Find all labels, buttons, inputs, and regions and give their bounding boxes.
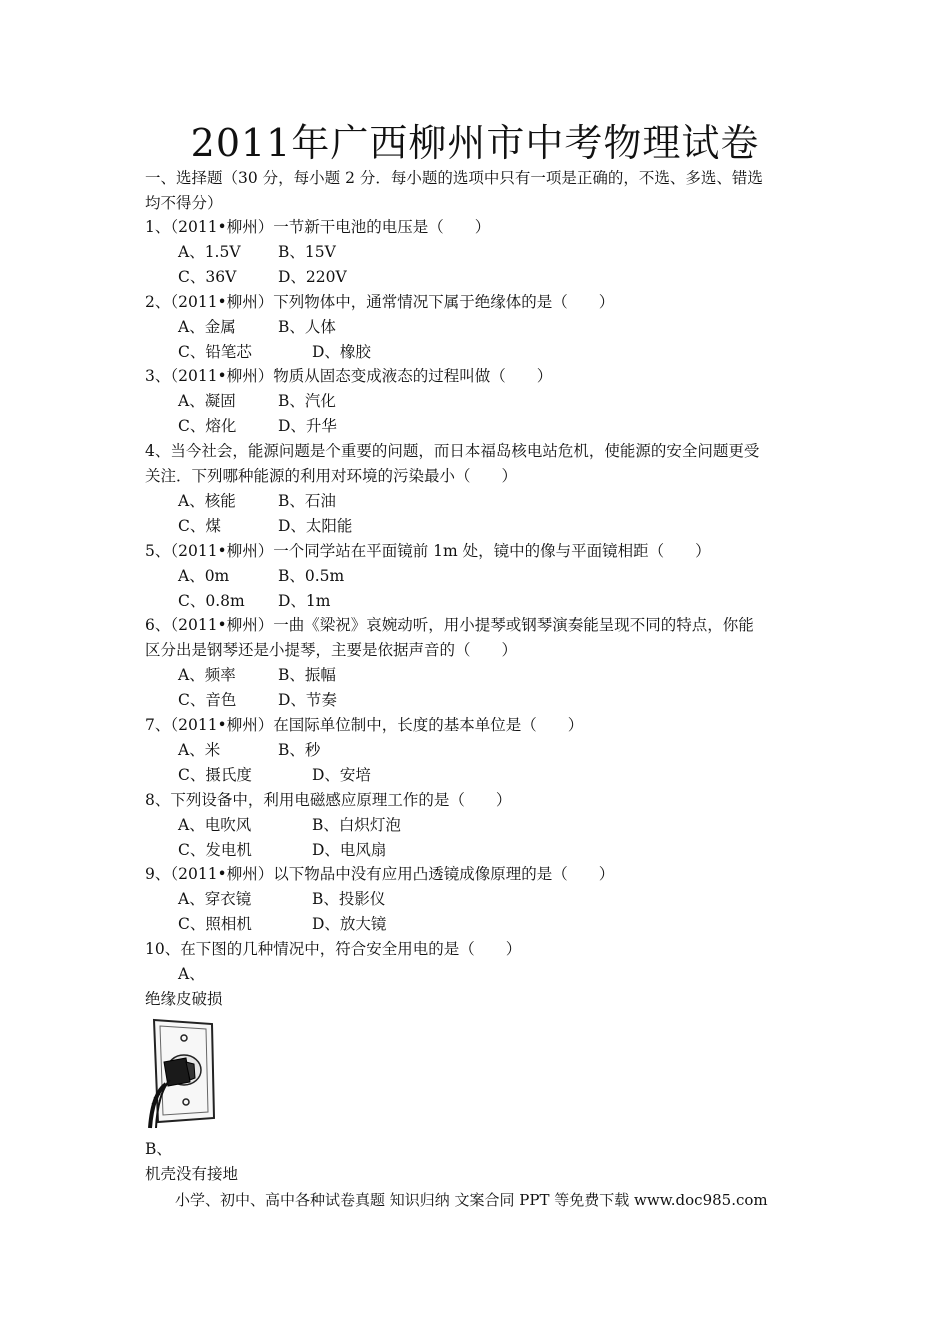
question-1-option-b: B、15V <box>278 243 336 261</box>
question-10-stem: 10、在下图的几种情况中，符合安全用电的是（ ） <box>145 940 522 958</box>
question-7-option-d: D、安培 <box>312 766 371 784</box>
question-10-caption-b: 机壳没有接地 <box>145 1165 239 1183</box>
question-6-option-b: B、振幅 <box>278 666 336 684</box>
question-9-option-a: A、穿衣镜 <box>178 890 252 908</box>
question-2-option-d: D、橡胶 <box>312 343 371 361</box>
question-2-option-a: A、金属 <box>178 318 236 336</box>
question-1-option-d: D、220V <box>278 268 347 286</box>
question-4-stem-line-2: 关注．下列哪种能源的利用对环境的污染最小（ ） <box>145 467 518 485</box>
question-4-option-b: B、石油 <box>278 492 336 510</box>
question-5-option-c: C、0.8m <box>178 592 245 610</box>
question-5-stem: 5、（2011•柳州）一个同学站在平面镜前 1m 处，镜中的像与平面镜相距（ ） <box>145 542 711 560</box>
question-9-stem: 9、（2011•柳州）以下物品中没有应用凸透镜成像原理的是（ ） <box>145 865 615 883</box>
page-footer: 小学、初中、高中各种试卷真题 知识归纳 文案合同 PPT 等免费下载 www.doc985.com <box>175 1191 768 1209</box>
question-5-option-d: D、1m <box>278 592 331 610</box>
question-8-option-b: B、白炽灯泡 <box>312 816 401 834</box>
question-8-option-c: C、发电机 <box>178 841 252 859</box>
question-6-option-c: C、音色 <box>178 691 237 709</box>
question-9-option-d: D、放大镜 <box>312 915 387 933</box>
question-10-option-b: B、 <box>145 1140 172 1158</box>
question-2-stem: 2、（2011•柳州）下列物体中，通常情况下属于绝缘体的是（ ） <box>145 293 615 311</box>
question-6-stem-line-2: 区分出是钢琴还是小提琴，主要是依据声音的（ ） <box>145 641 518 659</box>
question-7-option-a: A、米 <box>178 741 221 759</box>
question-9-option-b: B、投影仪 <box>312 890 386 908</box>
question-10-caption-a: 绝缘皮破损 <box>145 990 223 1008</box>
question-3-option-c: C、熔化 <box>178 417 237 435</box>
question-3-option-d: D、升华 <box>278 417 337 435</box>
broken-insulation-plug-illustration <box>140 1018 220 1130</box>
question-4-option-d: D、太阳能 <box>278 517 353 535</box>
question-3-option-a: A、凝固 <box>178 392 236 410</box>
question-8-option-a: A、电吹风 <box>178 816 252 834</box>
question-1-option-c: C、36V <box>178 268 237 286</box>
question-5-option-b: B、0.5m <box>278 567 345 585</box>
section-heading-line-2: 均不得分） <box>145 194 223 212</box>
question-7-option-c: C、摄氏度 <box>178 766 252 784</box>
question-10-option-a: A、 <box>178 965 205 983</box>
question-4-stem-line-1: 4、当今社会，能源问题是个重要的问题，而日本福岛核电站危机，使能源的安全问题更受 <box>145 442 760 460</box>
question-4-option-a: A、核能 <box>178 492 236 510</box>
page-title: 2011年广西柳州市中考物理试卷 <box>190 121 760 165</box>
question-6-option-a: A、频率 <box>178 666 236 684</box>
question-6-option-d: D、节奏 <box>278 691 337 709</box>
question-4-option-c: C、煤 <box>178 517 221 535</box>
question-2-option-c: C、铅笔芯 <box>178 343 252 361</box>
section-heading-line-1: 一、选择题（30 分，每小题 2 分．每小题的选项中只有一项是正确的，不选、多选、错选 <box>145 169 763 187</box>
question-8-option-d: D、电风扇 <box>312 841 387 859</box>
question-3-option-b: B、汽化 <box>278 392 336 410</box>
question-1-stem: 1、（2011•柳州）一节新干电池的电压是（ ） <box>145 218 491 236</box>
question-1-option-a: A、1.5V <box>178 243 241 261</box>
question-3-stem: 3、（2011•柳州）物质从固态变成液态的过程叫做（ ） <box>145 367 553 385</box>
question-7-stem: 7、（2011•柳州）在国际单位制中，长度的基本单位是（ ） <box>145 716 584 734</box>
question-5-option-a: A、0m <box>178 567 230 585</box>
question-9-option-c: C、照相机 <box>178 915 252 933</box>
question-7-option-b: B、秒 <box>278 741 321 759</box>
question-6-stem-line-1: 6、（2011•柳州）一曲《梁祝》哀婉动听，用小提琴或钢琴演奏能呈现不同的特点，你能 <box>145 616 754 634</box>
question-2-option-b: B、人体 <box>278 318 336 336</box>
question-8-stem: 8、下列设备中，利用电磁感应原理工作的是（ ） <box>145 791 512 809</box>
